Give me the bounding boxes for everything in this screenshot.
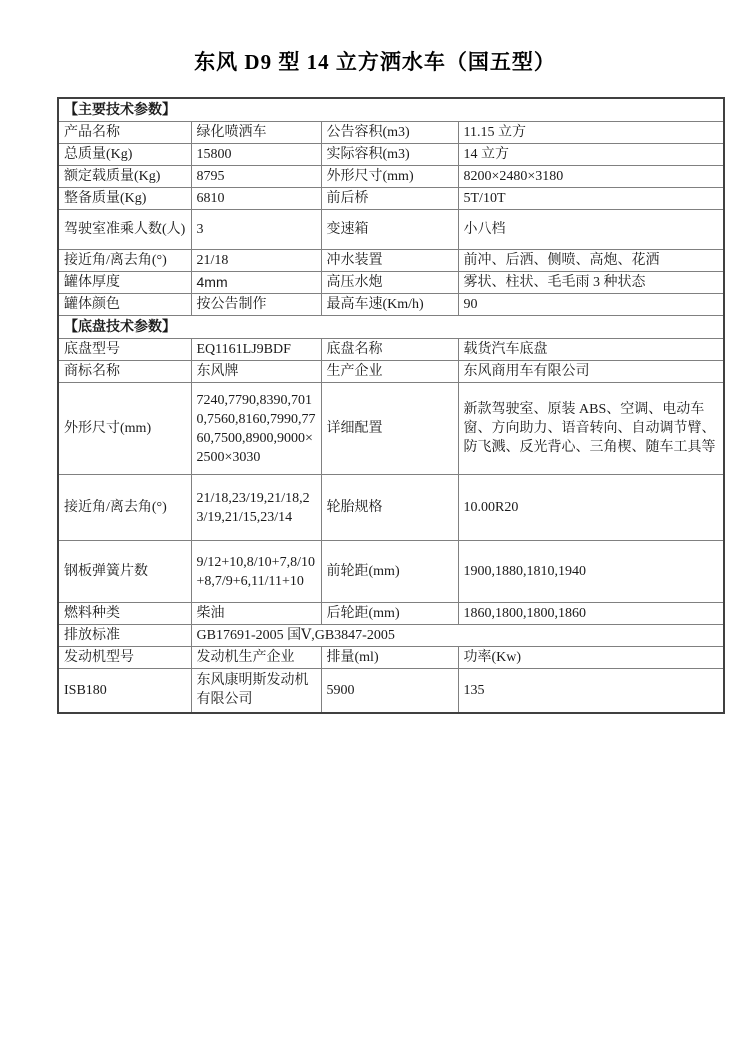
param-value: 东风牌 xyxy=(191,361,321,383)
param-label: 最高车速(Km/h) xyxy=(321,294,458,316)
main-section-title: 【主要技术参数】 xyxy=(58,98,724,122)
param-label: 前后桥 xyxy=(321,188,458,210)
engine-manufacturer: 东风康明斯发动机有限公司 xyxy=(191,669,321,713)
param-label: 轮胎规格 xyxy=(321,475,458,541)
param-value: 新款驾驶室、原装 ABS、空调、电动车窗、方向助力、语音转向、自动调节臂、防飞溅、反光背心、三角楔、随车工具等 xyxy=(458,383,724,475)
param-value: 雾状、柱状、毛毛雨 3 种状态 xyxy=(458,272,724,294)
param-value: 21/18 xyxy=(191,250,321,272)
chassis-section-title: 【底盘技术参数】 xyxy=(58,316,724,339)
param-value: 21/18,23/19,21/18,23/19,21/15,23/14 xyxy=(191,475,321,541)
table-row xyxy=(58,603,724,625)
engine-power: 135 xyxy=(458,669,724,713)
param-label: 商标名称 xyxy=(58,361,191,383)
param-label: 外形尺寸(mm) xyxy=(321,166,458,188)
table-row xyxy=(58,294,724,316)
table-row xyxy=(58,541,724,603)
page-title: 东风 D9 型 14 立方洒水车（国五型） xyxy=(194,50,556,74)
param-label: 驾驶室准乘人数(人) xyxy=(58,210,191,250)
table-row xyxy=(58,250,724,272)
param-label: 接近角/离去角(°) xyxy=(58,250,191,272)
param-value: 小八档 xyxy=(458,210,724,250)
param-label: 底盘型号 xyxy=(58,339,191,361)
param-value: 5T/10T xyxy=(458,188,724,210)
param-label: 公告容积(m3) xyxy=(321,122,458,144)
param-label: 产品名称 xyxy=(58,122,191,144)
param-label: 前轮距(mm) xyxy=(321,541,458,603)
column-header: 发动机型号 xyxy=(58,647,191,669)
table-row xyxy=(58,361,724,383)
engine-model: ISB180 xyxy=(58,669,191,713)
param-value: 6810 xyxy=(191,188,321,210)
param-value: 90 xyxy=(458,294,724,316)
param-label: 整备质量(Kg) xyxy=(58,188,191,210)
param-label: 详细配置 xyxy=(321,383,458,475)
param-value: 8795 xyxy=(191,166,321,188)
table-row xyxy=(58,166,724,188)
table-row xyxy=(58,272,724,294)
table-row xyxy=(58,210,724,250)
param-label: 钢板弹簧片数 xyxy=(58,541,191,603)
param-value: 9/12+10,8/10+7,8/10+8,7/9+6,11/11+10 xyxy=(191,541,321,603)
param-value: 东风商用车有限公司 xyxy=(458,361,724,383)
spec-table xyxy=(57,97,725,714)
param-value: 柴油 xyxy=(191,603,321,625)
param-value: 按公告制作 xyxy=(191,294,321,316)
param-value: 1900,1880,1810,1940 xyxy=(458,541,724,603)
param-value: GB17691-2005 国Ⅴ,GB3847-2005 xyxy=(191,625,724,647)
table-row xyxy=(58,144,724,166)
param-label: 高压水炮 xyxy=(321,272,458,294)
param-label: 罐体颜色 xyxy=(58,294,191,316)
column-header: 排量(ml) xyxy=(321,647,458,669)
param-value: 1860,1800,1800,1860 xyxy=(458,603,724,625)
param-label: 冲水装置 xyxy=(321,250,458,272)
engine-displacement: 5900 xyxy=(321,669,458,713)
engine-header-row xyxy=(58,647,724,669)
param-label: 额定载质量(Kg) xyxy=(58,166,191,188)
param-label: 接近角/离去角(°) xyxy=(58,475,191,541)
param-label: 后轮距(mm) xyxy=(321,603,458,625)
param-label: 总质量(Kg) xyxy=(58,144,191,166)
param-value: 15800 xyxy=(191,144,321,166)
param-label: 底盘名称 xyxy=(321,339,458,361)
column-header: 功率(Kw) xyxy=(458,647,724,669)
param-label: 实际容积(m3) xyxy=(321,144,458,166)
table-row xyxy=(58,383,724,475)
table-row xyxy=(58,188,724,210)
param-value: EQ1161LJ9BDF xyxy=(191,339,321,361)
param-value: 7240,7790,8390,7010,7560,8160,7990,7760,7500,8900,9000×2500×3030 xyxy=(191,383,321,475)
param-value: 11.15 立方 xyxy=(458,122,724,144)
param-value: 3 xyxy=(191,210,321,250)
param-value: 绿化喷洒车 xyxy=(191,122,321,144)
engine-data-row xyxy=(58,669,724,713)
param-value: 前冲、后洒、侧喷、高炮、花洒 xyxy=(458,250,724,272)
table-row xyxy=(58,122,724,144)
param-label: 外形尺寸(mm) xyxy=(58,383,191,475)
column-header: 发动机生产企业 xyxy=(191,647,321,669)
param-value: 10.00R20 xyxy=(458,475,724,541)
param-value: 8200×2480×3180 xyxy=(458,166,724,188)
main-section-header-row xyxy=(58,98,724,122)
param-label: 生产企业 xyxy=(321,361,458,383)
param-value: 14 立方 xyxy=(458,144,724,166)
param-label: 变速箱 xyxy=(321,210,458,250)
param-label: 燃料种类 xyxy=(58,603,191,625)
chassis-section-header-row xyxy=(58,316,724,339)
param-label: 罐体厚度 xyxy=(58,272,191,294)
table-row xyxy=(58,339,724,361)
table-row xyxy=(58,475,724,541)
emission-row xyxy=(58,625,724,647)
param-value: 4mm xyxy=(191,272,321,294)
param-value: 载货汽车底盘 xyxy=(458,339,724,361)
param-label: 排放标准 xyxy=(58,625,191,647)
